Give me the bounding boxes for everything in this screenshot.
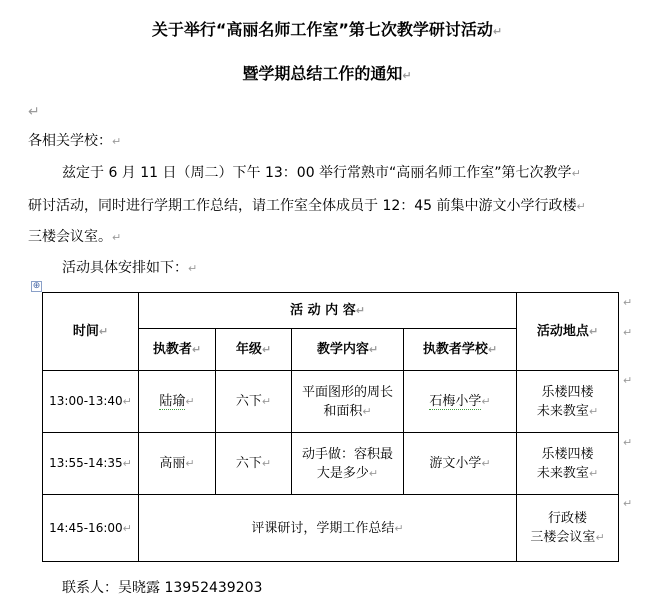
notice-title-line-1: 关于举行“高丽名师工作室”第七次教学研讨活动↵ xyxy=(151,20,503,39)
row-3-location: 行政楼 三楼会议室↵ xyxy=(517,495,619,562)
table-header-row xyxy=(43,293,619,329)
table-row xyxy=(43,433,619,495)
header-location: 活动地点↵ xyxy=(517,293,619,371)
row-1-grade: 六下↵ xyxy=(216,371,292,433)
row-2-time: 13:55-14:35↵ xyxy=(43,433,139,495)
row-2-teacher: 高丽↵ xyxy=(139,433,216,495)
schedule-table xyxy=(42,292,619,562)
header-time: 时间↵ xyxy=(43,293,139,371)
header-content: 教学内容↵ xyxy=(292,329,404,371)
row-2-content: 动手做：容积最 大是多少↵ xyxy=(292,433,404,495)
notice-title-line-2: 暨学期总结工作的通知↵ xyxy=(242,64,412,83)
table-row xyxy=(43,495,619,562)
header-grade: 年级↵ xyxy=(216,329,292,371)
row-end-mark: ↵ xyxy=(623,296,633,309)
row-1-teacher: 陆瑜↵ xyxy=(139,371,216,433)
table-move-handle-icon[interactable]: ⊕ xyxy=(32,281,41,291)
row-end-mark: ↵ xyxy=(623,497,633,510)
row-3-time: 14:45-16:00↵ xyxy=(43,495,139,562)
row-1-school: 石梅小学↵ xyxy=(404,371,517,433)
row-1-time: 13:00-13:40↵ xyxy=(43,371,139,433)
header-teacher: 执教者↵ xyxy=(139,329,216,371)
header-school: 执教者学校↵ xyxy=(404,329,517,371)
body-text-line-1: 兹定于 6 月 11 日（周二）下午 13：00 举行常熟市“高丽名师工作室”第七次教学↵ xyxy=(62,165,581,181)
row-2-grade: 六下↵ xyxy=(216,433,292,495)
empty-paragraph-mark: ↵ xyxy=(28,104,40,120)
body-text-line-3: 三楼会议室。↵ xyxy=(28,229,122,245)
body-text-line-2: 研讨活动，同时进行学期工作总结，请工作室全体成员于 12：45 前集中游文小学行政楼↵ xyxy=(28,198,586,214)
contact-info: 联系人：吴晓露 13952439203 xyxy=(62,580,263,596)
row-end-mark: ↵ xyxy=(623,436,633,449)
row-2-location: 乐楼四楼 未来教室↵ xyxy=(517,433,619,495)
row-end-mark: ↵ xyxy=(623,374,633,387)
row-1-content: 平面图形的周长 和面积↵ xyxy=(292,371,404,433)
arrangement-intro: 活动具体安排如下：↵ xyxy=(62,260,198,276)
table-row xyxy=(43,371,619,433)
row-2-school: 游文小学↵ xyxy=(404,433,517,495)
row-1-location: 乐楼四楼 未来教室↵ xyxy=(517,371,619,433)
row-3-content: 评课研讨，学期工作总结↵ xyxy=(139,495,517,562)
header-activity-content: 活 动 内 容↵ xyxy=(139,293,517,329)
salutation: 各相关学校：↵ xyxy=(28,133,122,149)
row-end-mark: ↵ xyxy=(623,326,633,339)
